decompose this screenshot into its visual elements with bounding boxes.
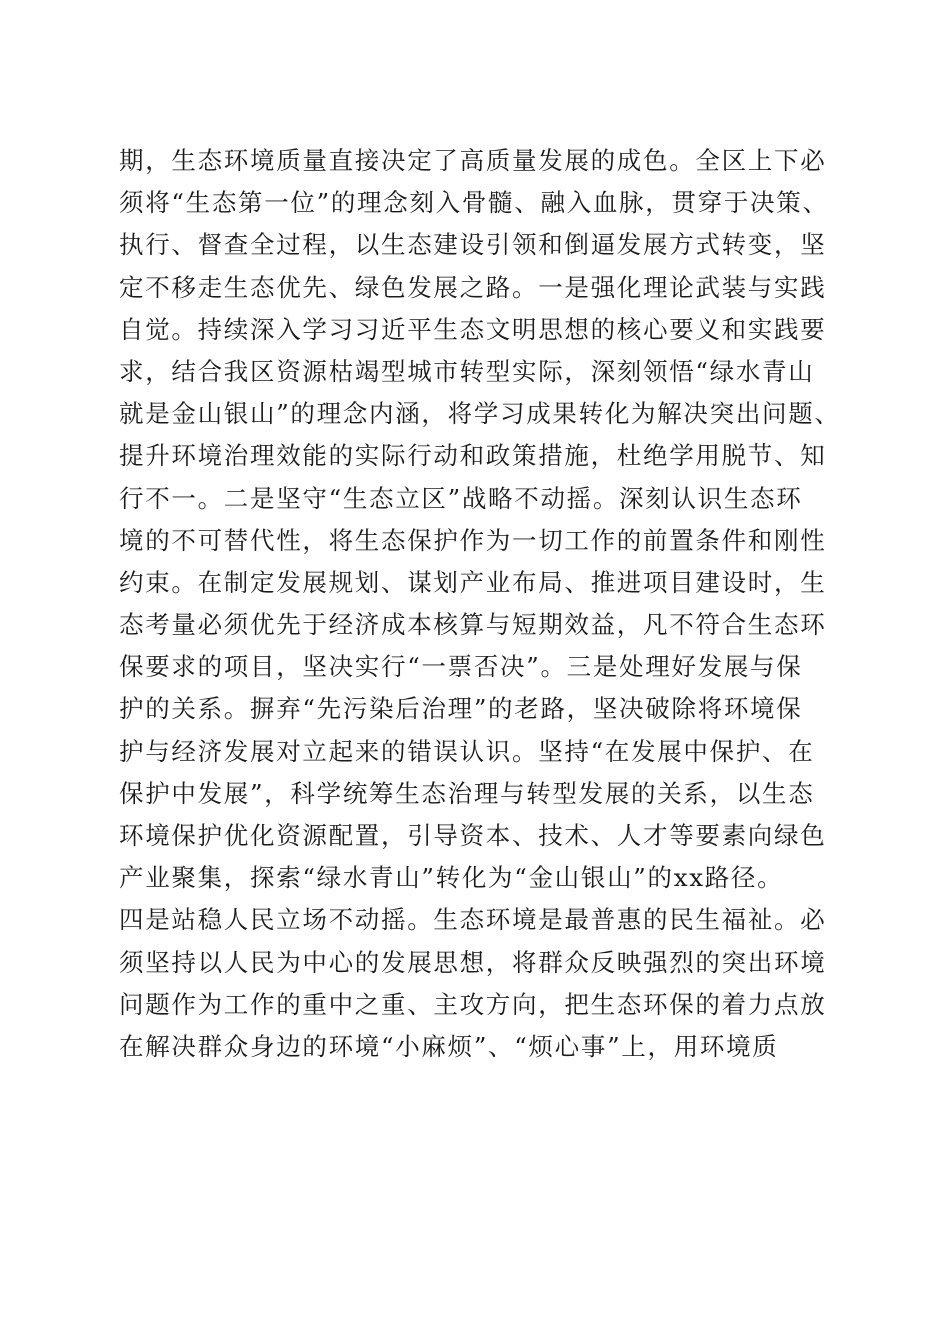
text-line: 自觉。持续深入学习习近平生态文明思想的核心要义和实践要 bbox=[119, 314, 827, 344]
text-line: 期，生态环境质量直接决定了高质量发展的成色。全区上下必 bbox=[119, 146, 827, 175]
text-line: 护与经济发展对立起来的错误认识。坚持“在发展中保护、在 bbox=[119, 736, 815, 766]
text-line: 须将“生态第一位”的理念刻入骨髓、融入血脉，贯穿于决策、 bbox=[119, 188, 829, 218]
text-line: 须坚持以人民为中心的发展思想，将群众反映强烈的突出环境 bbox=[119, 947, 827, 977]
body-paragraph bbox=[119, 140, 839, 1068]
text-line: 四是站稳人民立场不动摇。生态环境是最普惠的民生福祉。必 bbox=[119, 905, 827, 935]
text-line: 就是金山银山”的理念内涵，将学习成果转化为解决突出问题、 bbox=[119, 399, 841, 429]
text-line: 环境保护优化资源配置，引导资本、技术、人才等要素向绿色 bbox=[119, 821, 827, 850]
text-line: 境的不可替代性，将生态保护作为一切工作的前置条件和刚性 bbox=[119, 525, 827, 555]
text-line: 保要求的项目，坚决实行“一票否决”。三是处理好发展与保 bbox=[119, 652, 803, 682]
text-line: 态考量必须优先于经济成本核算与短期效益，凡不符合生态环 bbox=[119, 610, 827, 640]
text-line: 定不移走生态优先、绿色发展之路。一是强化理论武装与实践 bbox=[119, 272, 827, 302]
text-line: 执行、督查全过程，以生态建设引领和倒逼发展方式转变，坚 bbox=[119, 230, 827, 260]
text-line: 问题作为工作的重中之重、主攻方向，把生态环保的着力点放 bbox=[119, 989, 827, 1019]
text-line: 提升环境治理效能的实际行动和政策措施，杜绝学用脱节、知 bbox=[119, 441, 827, 471]
text-line: 行不一。二是坚守“生态立区”战略不动摇。深刻认识生态环 bbox=[119, 483, 803, 513]
text-line: 在解决群众身边的环境“小麻烦”、“烦心事”上，用环境质 bbox=[119, 1031, 779, 1061]
text-line: 约束。在制定发展规划、谋划产业布局、推进项目建设时，生 bbox=[119, 567, 827, 597]
text-line: 保护中发展”，科学统筹生态治理与转型发展的关系，以生态 bbox=[119, 778, 815, 808]
text-line: 护的关系。摒弃“先污染后治理”的老路，坚决破除将环境保 bbox=[119, 694, 803, 724]
text-line: 产业聚集，探索“绿水青山”转化为“金山银山”的xx路径。 bbox=[119, 863, 784, 893]
text-line: 求，结合我区资源枯竭型城市转型实际，深刻领悟“绿水青山 bbox=[119, 356, 815, 386]
